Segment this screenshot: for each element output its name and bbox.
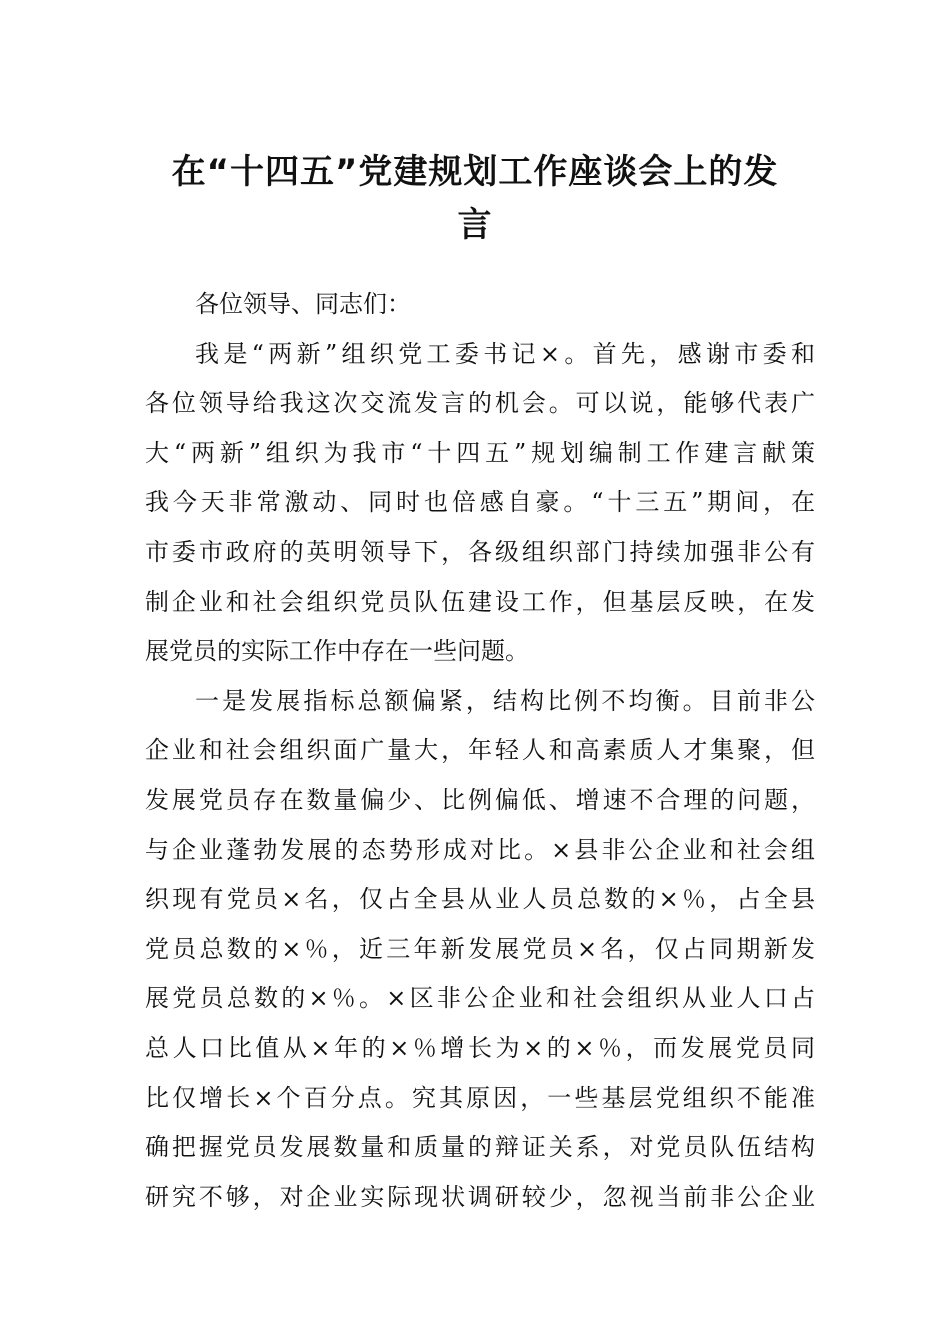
- salutation: 各位领导、同志们：: [195, 290, 411, 318]
- paragraph-2-line: 织现有党员×名，仅占全县从业人员总数的×％，占全县: [145, 885, 815, 914]
- document-body: [145, 280, 815, 1222]
- paragraph-2-line: 确把握党员发展数量和质量的辩证关系，对党员队伍结构: [145, 1133, 815, 1162]
- paragraph-2-line: 研究不够，对企业实际现状调研较少，忽视当前非公企业: [145, 1182, 815, 1211]
- paragraph-1-line: 我是“两新”组织党工委书记×。首先，感谢市委和: [195, 339, 815, 368]
- document-title: [140, 146, 810, 252]
- paragraph-1-line: 我今天非常激动、同时也倍感自豪。“十三五”期间，在: [145, 488, 815, 517]
- paragraph-2-line: 总人口比值从×年的×％增长为×的×％，而发展党员同: [145, 1033, 815, 1062]
- paragraph-2-line: 比仅增长×个百分点。究其原因，一些基层党组织不能准: [145, 1083, 815, 1112]
- paragraph-2-line: 展党员总数的×％。×区非公企业和社会组织从业人口占: [145, 984, 815, 1013]
- title-line-2: 言: [457, 205, 493, 245]
- paragraph-2-line: 一是发展指标总额偏紧，结构比例不均衡。目前非公: [195, 686, 815, 715]
- title-line-1: 在“十四五”党建规划工作座谈会上的发: [171, 152, 779, 192]
- paragraph-1-line: 展党员的实际工作中存在一些问题。: [145, 637, 529, 666]
- paragraph-1-line: 市委市政府的英明领导下，各级组织部门持续加强非公有: [145, 537, 815, 566]
- paragraph-2-line: 党员总数的×％，近三年新发展党员×名，仅占同期新发: [145, 934, 815, 963]
- paragraph-1-line: 大“两新”组织为我市“十四五”规划编制工作建言献策: [145, 438, 815, 467]
- paragraph-2-line: 与企业蓬勃发展的态势形成对比。×县非公企业和社会组: [145, 835, 815, 864]
- paragraph-2-line: 企业和社会组织面广量大，年轻人和高素质人才集聚，但: [145, 736, 815, 765]
- paragraph-2-line: 发展党员存在数量偏少、比例偏低、增速不合理的问题，: [145, 785, 815, 814]
- paragraph-1-line: 各位领导给我这次交流发言的机会。可以说，能够代表广: [145, 389, 815, 418]
- paragraph-1-line: 制企业和社会组织党员队伍建设工作，但基层反映，在发: [145, 587, 815, 616]
